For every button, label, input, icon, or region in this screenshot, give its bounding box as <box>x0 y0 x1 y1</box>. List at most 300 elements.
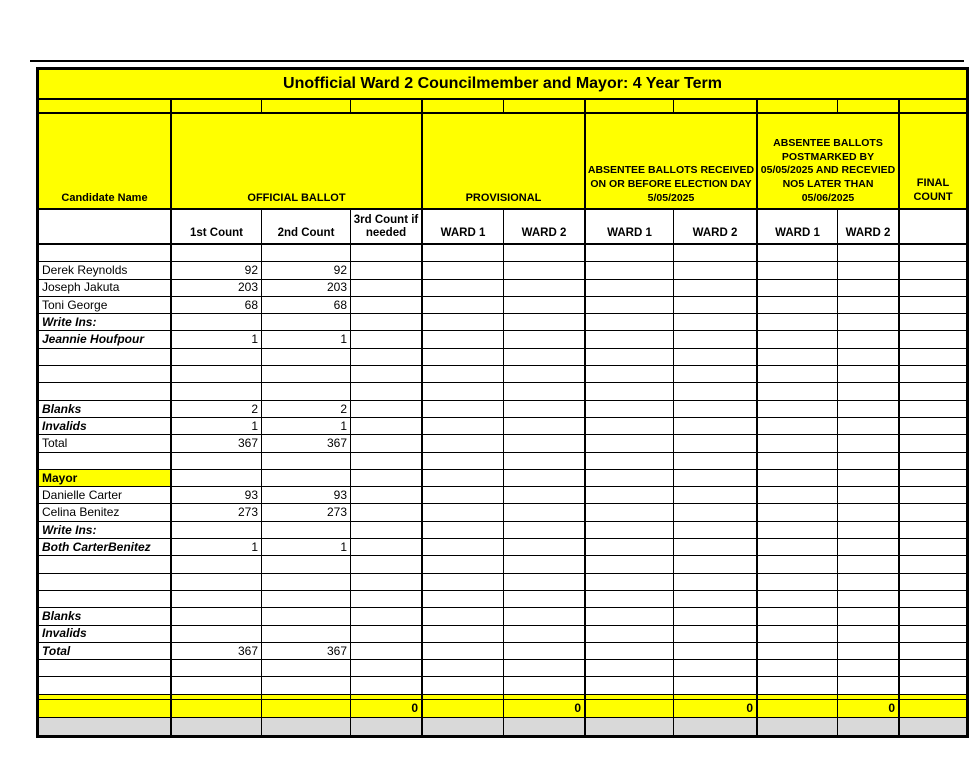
value-cell <box>504 331 586 347</box>
value-cell <box>674 262 758 278</box>
value-cell: 2 <box>172 401 262 417</box>
value-cell <box>351 435 423 451</box>
value-cell <box>586 245 674 261</box>
value-cell <box>351 504 423 520</box>
table-row <box>39 470 966 487</box>
value-cell <box>900 700 966 717</box>
page-title: Unofficial Ward 2 Councilmember and Mayor: 4 Year Term <box>283 75 722 92</box>
table-row <box>39 504 966 521</box>
table-row <box>39 574 966 591</box>
value-cell <box>586 539 674 555</box>
value-cell <box>504 695 586 699</box>
value-cell <box>586 504 674 520</box>
table-row <box>39 314 966 331</box>
value-cell <box>423 453 504 469</box>
value-cell <box>504 643 586 659</box>
value-cell <box>172 718 262 735</box>
value-cell <box>758 401 838 417</box>
value-cell: 1 <box>172 539 262 555</box>
value-cell <box>351 677 423 693</box>
table-row <box>39 401 966 418</box>
value-cell <box>351 660 423 676</box>
value-cell <box>262 608 351 624</box>
value-cell <box>674 574 758 590</box>
value-cell <box>423 660 504 676</box>
col-header-2nd-count: 2nd Count <box>262 210 351 243</box>
value-cell <box>351 280 423 296</box>
table-row <box>39 297 966 314</box>
table-row <box>39 383 966 400</box>
value-cell <box>838 366 900 382</box>
value-cell <box>423 539 504 555</box>
value-cell <box>900 349 966 365</box>
col-header-prov-ward2: WARD 2 <box>504 210 586 243</box>
spacer-cell <box>586 100 674 112</box>
value-cell: 0 <box>351 700 423 717</box>
value-cell <box>674 331 758 347</box>
value-cell <box>674 435 758 451</box>
value-cell <box>900 470 966 486</box>
value-cell <box>758 718 838 735</box>
value-cell <box>674 366 758 382</box>
value-cell: 1 <box>262 418 351 434</box>
value-cell <box>900 677 966 693</box>
value-cell <box>838 470 900 486</box>
row-label-cell <box>39 695 172 699</box>
value-cell: 1 <box>172 418 262 434</box>
value-cell <box>758 487 838 503</box>
value-cell <box>172 470 262 486</box>
value-cell <box>838 418 900 434</box>
value-cell <box>351 487 423 503</box>
value-cell <box>504 556 586 572</box>
col-header-prov-ward1: WARD 1 <box>423 210 504 243</box>
value-cell <box>172 366 262 382</box>
row-label-cell: Total <box>39 643 172 659</box>
value-cell: 92 <box>262 262 351 278</box>
value-cell <box>351 418 423 434</box>
value-cell <box>351 470 423 486</box>
value-cell <box>586 280 674 296</box>
value-cell <box>351 556 423 572</box>
row-label-cell: Blanks <box>39 608 172 624</box>
col-header-1st-count: 1st Count <box>172 210 262 243</box>
value-cell <box>586 643 674 659</box>
row-label-cell <box>39 453 172 469</box>
value-cell <box>586 487 674 503</box>
value-cell <box>838 608 900 624</box>
value-cell <box>900 591 966 607</box>
table-row <box>39 643 966 660</box>
value-cell <box>172 383 262 399</box>
value-cell <box>172 453 262 469</box>
subheader-empty-cell <box>39 210 172 243</box>
value-cell <box>504 435 586 451</box>
row-label-cell: Mayor <box>39 470 172 486</box>
value-cell <box>758 695 838 699</box>
value-cell <box>504 574 586 590</box>
value-cell: 1 <box>262 539 351 555</box>
value-cell: 367 <box>172 435 262 451</box>
value-cell <box>586 626 674 642</box>
value-cell <box>758 366 838 382</box>
row-label-cell: Danielle Carter <box>39 487 172 503</box>
value-cell <box>586 608 674 624</box>
value-cell: 68 <box>262 297 351 313</box>
value-cell <box>586 453 674 469</box>
table-row <box>39 245 966 262</box>
table-row <box>39 522 966 539</box>
spacer-cell <box>172 100 262 112</box>
value-cell <box>262 677 351 693</box>
value-cell <box>423 245 504 261</box>
value-cell <box>900 608 966 624</box>
table-row <box>39 539 966 556</box>
value-cell <box>262 660 351 676</box>
value-cell <box>423 262 504 278</box>
row-label-cell <box>39 349 172 365</box>
value-cell <box>423 718 504 735</box>
value-cell <box>423 349 504 365</box>
value-cell <box>900 418 966 434</box>
value-cell <box>351 453 423 469</box>
value-cell <box>838 677 900 693</box>
value-cell <box>674 487 758 503</box>
value-cell <box>423 331 504 347</box>
value-cell: 93 <box>172 487 262 503</box>
value-cell <box>674 643 758 659</box>
value-cell <box>674 522 758 538</box>
value-cell <box>423 418 504 434</box>
results-table <box>36 67 969 738</box>
value-cell <box>674 401 758 417</box>
value-cell <box>758 608 838 624</box>
value-cell <box>900 718 966 735</box>
value-cell <box>838 487 900 503</box>
value-cell <box>351 349 423 365</box>
value-cell <box>838 643 900 659</box>
value-cell <box>504 608 586 624</box>
value-cell <box>351 695 423 699</box>
value-cell: 0 <box>504 700 586 717</box>
value-cell <box>504 349 586 365</box>
value-cell <box>351 297 423 313</box>
value-cell <box>758 262 838 278</box>
value-cell <box>504 366 586 382</box>
value-cell <box>900 366 966 382</box>
value-cell <box>586 314 674 330</box>
value-cell <box>351 245 423 261</box>
table-title-row <box>39 70 966 100</box>
value-cell <box>586 435 674 451</box>
value-cell <box>423 435 504 451</box>
row-label-cell: Joseph Jakuta <box>39 280 172 296</box>
value-cell <box>758 245 838 261</box>
row-label-cell <box>39 366 172 382</box>
col-header-final-empty <box>900 210 966 243</box>
table-row <box>39 556 966 573</box>
table-row <box>39 366 966 383</box>
row-label-cell: Write Ins: <box>39 522 172 538</box>
table-row <box>39 700 966 718</box>
value-cell <box>262 626 351 642</box>
value-cell <box>674 418 758 434</box>
value-cell <box>838 660 900 676</box>
value-cell <box>838 695 900 699</box>
table-row <box>39 280 966 297</box>
value-cell <box>900 539 966 555</box>
col-header-abs1-ward2: WARD 2 <box>674 210 758 243</box>
value-cell <box>586 695 674 699</box>
value-cell <box>423 297 504 313</box>
value-cell <box>262 366 351 382</box>
value-cell <box>758 349 838 365</box>
value-cell <box>586 366 674 382</box>
value-cell <box>838 262 900 278</box>
table-row <box>39 453 966 470</box>
row-label-cell <box>39 574 172 590</box>
value-cell <box>674 453 758 469</box>
official-ballot-header: OFFICIAL BALLOT <box>172 114 423 208</box>
col-header-abs1-ward1: WARD 1 <box>586 210 674 243</box>
value-cell <box>674 591 758 607</box>
value-cell <box>351 383 423 399</box>
value-cell <box>172 700 262 717</box>
value-cell <box>423 626 504 642</box>
value-cell: 367 <box>172 643 262 659</box>
value-cell <box>504 401 586 417</box>
value-cell <box>674 383 758 399</box>
value-cell <box>900 401 966 417</box>
value-cell <box>758 574 838 590</box>
value-cell <box>504 280 586 296</box>
value-cell <box>900 574 966 590</box>
value-cell <box>423 643 504 659</box>
value-cell <box>900 695 966 699</box>
provisional-header: PROVISIONAL <box>423 114 586 208</box>
value-cell <box>674 626 758 642</box>
value-cell <box>351 401 423 417</box>
value-cell <box>900 643 966 659</box>
data-rows <box>39 245 966 735</box>
value-cell <box>838 280 900 296</box>
value-cell <box>586 349 674 365</box>
value-cell: 1 <box>172 331 262 347</box>
value-cell <box>351 608 423 624</box>
value-cell <box>758 504 838 520</box>
row-label-cell: Total <box>39 435 172 451</box>
row-label-cell: Invalids <box>39 626 172 642</box>
value-cell <box>172 695 262 699</box>
value-cell <box>900 297 966 313</box>
table-row <box>39 608 966 625</box>
value-cell: 367 <box>262 643 351 659</box>
value-cell <box>351 262 423 278</box>
value-cell <box>838 522 900 538</box>
value-cell: 367 <box>262 435 351 451</box>
value-cell: 1 <box>262 331 351 347</box>
value-cell <box>674 718 758 735</box>
value-cell: 273 <box>172 504 262 520</box>
value-cell: 93 <box>262 487 351 503</box>
value-cell <box>674 660 758 676</box>
row-label-cell: Invalids <box>39 418 172 434</box>
value-cell <box>504 470 586 486</box>
value-cell <box>900 331 966 347</box>
value-cell <box>504 314 586 330</box>
value-cell <box>423 608 504 624</box>
value-cell: 273 <box>262 504 351 520</box>
value-cell <box>586 383 674 399</box>
value-cell <box>758 383 838 399</box>
value-cell <box>838 718 900 735</box>
spacer-cell <box>351 100 423 112</box>
value-cell <box>423 383 504 399</box>
value-cell <box>423 522 504 538</box>
sub-header-row <box>39 210 966 245</box>
value-cell: 0 <box>674 700 758 717</box>
value-cell <box>674 504 758 520</box>
value-cell <box>423 504 504 520</box>
value-cell <box>758 643 838 659</box>
value-cell <box>351 331 423 347</box>
final-count-header: FINAL COUNT <box>913 176 953 204</box>
value-cell <box>586 262 674 278</box>
value-cell <box>172 660 262 676</box>
value-cell <box>758 280 838 296</box>
spacer-cell <box>423 100 504 112</box>
table-row <box>39 349 966 366</box>
row-label-cell: Jeannie Houfpour <box>39 331 172 347</box>
value-cell <box>262 383 351 399</box>
spacer-cell <box>838 100 900 112</box>
value-cell <box>351 366 423 382</box>
value-cell <box>838 574 900 590</box>
value-cell <box>262 470 351 486</box>
value-cell <box>674 349 758 365</box>
spacer-cell <box>900 100 966 112</box>
value-cell <box>758 522 838 538</box>
value-cell <box>504 591 586 607</box>
value-cell <box>900 487 966 503</box>
value-cell <box>838 556 900 572</box>
value-cell: 0 <box>838 700 900 717</box>
value-cell <box>351 539 423 555</box>
value-cell <box>262 574 351 590</box>
row-label-cell <box>39 718 172 735</box>
value-cell <box>351 643 423 659</box>
value-cell <box>586 660 674 676</box>
value-cell <box>172 314 262 330</box>
value-cell <box>900 556 966 572</box>
value-cell <box>900 435 966 451</box>
value-cell <box>262 591 351 607</box>
value-cell <box>674 470 758 486</box>
value-cell <box>172 245 262 261</box>
value-cell <box>423 314 504 330</box>
value-cell <box>900 314 966 330</box>
value-cell <box>900 262 966 278</box>
value-cell <box>262 245 351 261</box>
value-cell <box>504 718 586 735</box>
value-cell <box>504 262 586 278</box>
value-cell <box>758 297 838 313</box>
value-cell <box>838 297 900 313</box>
value-cell <box>504 504 586 520</box>
value-cell <box>262 522 351 538</box>
value-cell <box>504 245 586 261</box>
value-cell <box>504 453 586 469</box>
value-cell <box>262 314 351 330</box>
value-cell <box>504 626 586 642</box>
row-label-cell: Toni George <box>39 297 172 313</box>
spacer-cell <box>262 100 351 112</box>
candidate-name-header: Candidate Name <box>39 114 172 208</box>
value-cell <box>674 314 758 330</box>
spacer-cell <box>504 100 586 112</box>
row-label-cell: Blanks <box>39 401 172 417</box>
value-cell <box>423 280 504 296</box>
value-cell <box>504 383 586 399</box>
value-cell <box>504 418 586 434</box>
row-label-cell: Write Ins: <box>39 314 172 330</box>
table-row <box>39 591 966 608</box>
value-cell <box>674 608 758 624</box>
value-cell <box>674 297 758 313</box>
value-cell <box>586 677 674 693</box>
table-row <box>39 660 966 677</box>
absentee-postmarked-header: ABSENTEE BALLOTS POSTMARKED BY 05/05/2025 AND RECEVIED NO5 LATER THAN 05/06/2025 <box>758 114 900 208</box>
value-cell <box>838 314 900 330</box>
table-row <box>39 487 966 504</box>
value-cell <box>586 297 674 313</box>
value-cell <box>351 314 423 330</box>
spacer-cell <box>39 100 172 112</box>
value-cell <box>900 245 966 261</box>
value-cell <box>838 539 900 555</box>
value-cell <box>262 349 351 365</box>
value-cell <box>423 695 504 699</box>
value-cell <box>504 677 586 693</box>
row-label-cell <box>39 660 172 676</box>
value-cell <box>172 591 262 607</box>
value-cell <box>586 522 674 538</box>
value-cell <box>586 700 674 717</box>
value-cell <box>900 453 966 469</box>
value-cell <box>172 522 262 538</box>
value-cell <box>586 591 674 607</box>
value-cell <box>758 591 838 607</box>
value-cell <box>586 574 674 590</box>
value-cell <box>423 677 504 693</box>
value-cell <box>351 574 423 590</box>
value-cell <box>504 522 586 538</box>
table-row <box>39 677 966 694</box>
value-cell <box>900 280 966 296</box>
value-cell <box>351 718 423 735</box>
value-cell <box>674 280 758 296</box>
value-cell <box>900 660 966 676</box>
value-cell <box>838 591 900 607</box>
value-cell <box>838 331 900 347</box>
value-cell <box>758 556 838 572</box>
col-header-3rd-count: 3rd Count if needed <box>351 210 423 243</box>
table-row <box>39 626 966 643</box>
col-header-abs2-ward2: WARD 2 <box>838 210 900 243</box>
table-row <box>39 331 966 348</box>
value-cell <box>172 608 262 624</box>
value-cell <box>172 626 262 642</box>
